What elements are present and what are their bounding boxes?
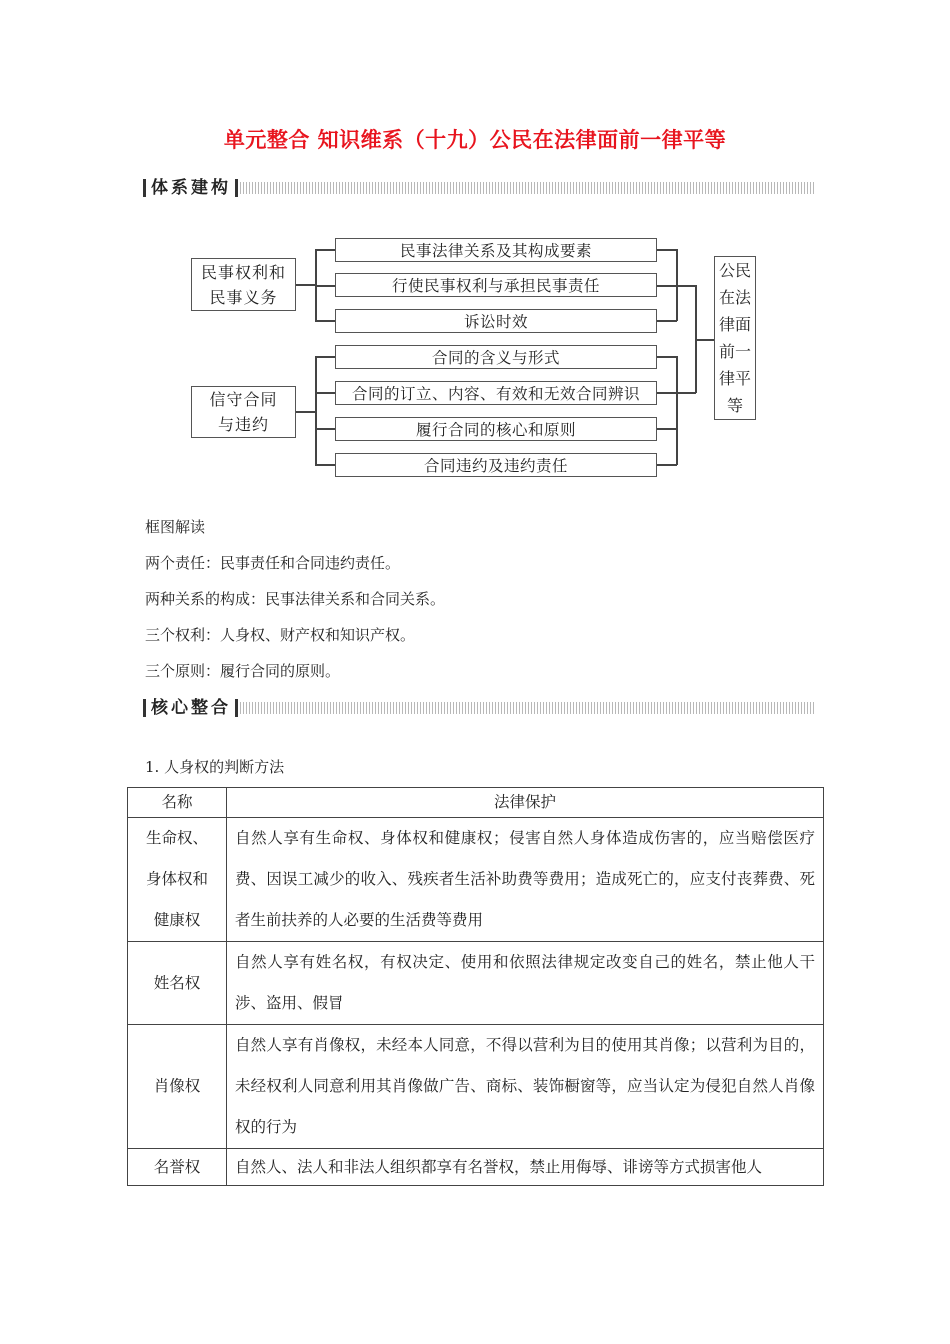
diagram-middle-box: 民事法律关系及其构成要素 — [335, 238, 657, 262]
diagram-right-box-line: 公民 — [718, 261, 751, 280]
connector — [657, 464, 677, 466]
diagram-left-box-line: 信守合同 — [209, 390, 278, 409]
table-header-cell: 名称 — [128, 788, 227, 818]
table-cell-name: 名誉权 — [128, 1149, 227, 1186]
diagram-right-box-line: 等 — [726, 396, 743, 415]
page-title: 单元整合 知识维系（十九）公民在法律面前一律平等 — [223, 128, 727, 152]
section-header-core — [143, 697, 815, 719]
diagram-left-box-line: 民事义务 — [209, 287, 278, 307]
section-label: 体系建构 — [151, 178, 231, 198]
table-row — [128, 1149, 824, 1186]
name-line: 健康权 — [153, 911, 201, 929]
reading-line: 三个原则：履行合同的原则。 — [145, 662, 341, 680]
diagram-left-box-contract — [191, 386, 296, 438]
connector — [315, 428, 335, 430]
table-cell-name: 肖像权 — [128, 1025, 227, 1149]
connector — [296, 411, 316, 413]
table-cell-name: 姓名权 — [128, 942, 227, 1025]
connector — [657, 249, 677, 251]
diagram-right-box-line: 在法 — [718, 288, 751, 307]
table-cell-text: 自然人享有姓名权，有权决定、使用和依照法律规定改变自己的姓名，禁止他人干涉、盗用、假冒 — [227, 942, 824, 1025]
diagram-left-box-line: 与违约 — [217, 415, 269, 434]
connector — [315, 356, 335, 358]
connector — [315, 320, 335, 322]
section-bar-left — [143, 179, 146, 197]
diagram-middle-box: 履行合同的核心和原则 — [335, 417, 657, 441]
personal-rights-table — [127, 787, 824, 1186]
connector — [657, 356, 677, 358]
connector — [695, 339, 715, 341]
table-cell-name — [128, 818, 227, 942]
connector — [657, 285, 677, 287]
reading-line: 三个权利：人身权、财产权和知识产权。 — [145, 626, 416, 644]
table-header-cell: 法律保护 — [227, 788, 824, 818]
connector — [676, 356, 678, 465]
name-line: 身体权和 — [145, 870, 208, 888]
diagram-right-box-line: 前一 — [718, 342, 751, 361]
connector — [296, 284, 316, 286]
connector — [315, 356, 317, 465]
table-title: 1. 人身权的判断方法 — [145, 758, 285, 776]
connector — [315, 464, 335, 466]
diagram-middle-box: 诉讼时效 — [335, 309, 657, 333]
table-row — [128, 942, 824, 1025]
diagram-right-box-line: 律面 — [718, 315, 751, 334]
section-header-system — [143, 177, 815, 199]
connector — [676, 392, 696, 394]
diagram-left-box-rights — [191, 258, 296, 311]
section-bar-left — [143, 699, 146, 717]
reading-line: 两个责任：民事责任和合同违约责任。 — [145, 554, 401, 572]
connector — [315, 392, 335, 394]
diagram-right-box-line: 律平 — [718, 369, 751, 388]
connector — [315, 285, 335, 287]
diagram-middle-box: 合同违约及违约责任 — [335, 453, 657, 477]
section-dots-divider — [240, 182, 815, 194]
connector — [657, 428, 677, 430]
reading-heading: 框图解读 — [145, 518, 206, 536]
section-bar-right — [235, 179, 238, 197]
connector — [676, 285, 696, 287]
table-row — [128, 1025, 824, 1149]
connector — [315, 249, 335, 251]
diagram-middle-box: 合同的订立、内容、有效和无效合同辨识 — [335, 381, 657, 405]
connector — [657, 320, 677, 322]
table-cell-text: 自然人享有生命权、身体权和健康权；侵害自然人身体造成伤害的，应当赔偿医疗费、因误工减少的收入、残疾者生活补助费等费用；造成死亡的，应支付丧葬费、死者生前扶养的人必要的生活费等费用 — [227, 818, 824, 942]
diagram-middle-box: 合同的含义与形式 — [335, 345, 657, 369]
table-header-row — [128, 788, 824, 818]
name-line: 生命权、 — [145, 829, 208, 847]
diagram-middle-box: 行使民事权利与承担民事责任 — [335, 273, 657, 297]
diagram-left-box-line: 民事权利和 — [200, 262, 286, 282]
section-label: 核心整合 — [151, 698, 231, 718]
reading-line: 两种关系的构成：民事法律关系和合同关系。 — [145, 590, 446, 608]
table-cell-text: 自然人、法人和非法人组织都享有名誉权，禁止用侮辱、诽谤等方式损害他人 — [227, 1149, 824, 1186]
table-cell-text: 自然人享有肖像权，未经本人同意，不得以营利为目的使用其肖像；以营利为目的，未经权利人同意利用其肖像做广告、商标、装饰橱窗等，应当认定为侵犯自然人肖像权的行为 — [227, 1025, 824, 1149]
connector — [657, 392, 677, 394]
table-row — [128, 818, 824, 942]
section-dots-divider — [240, 702, 815, 714]
section-bar-right — [235, 699, 238, 717]
diagram-right-box — [714, 256, 756, 420]
